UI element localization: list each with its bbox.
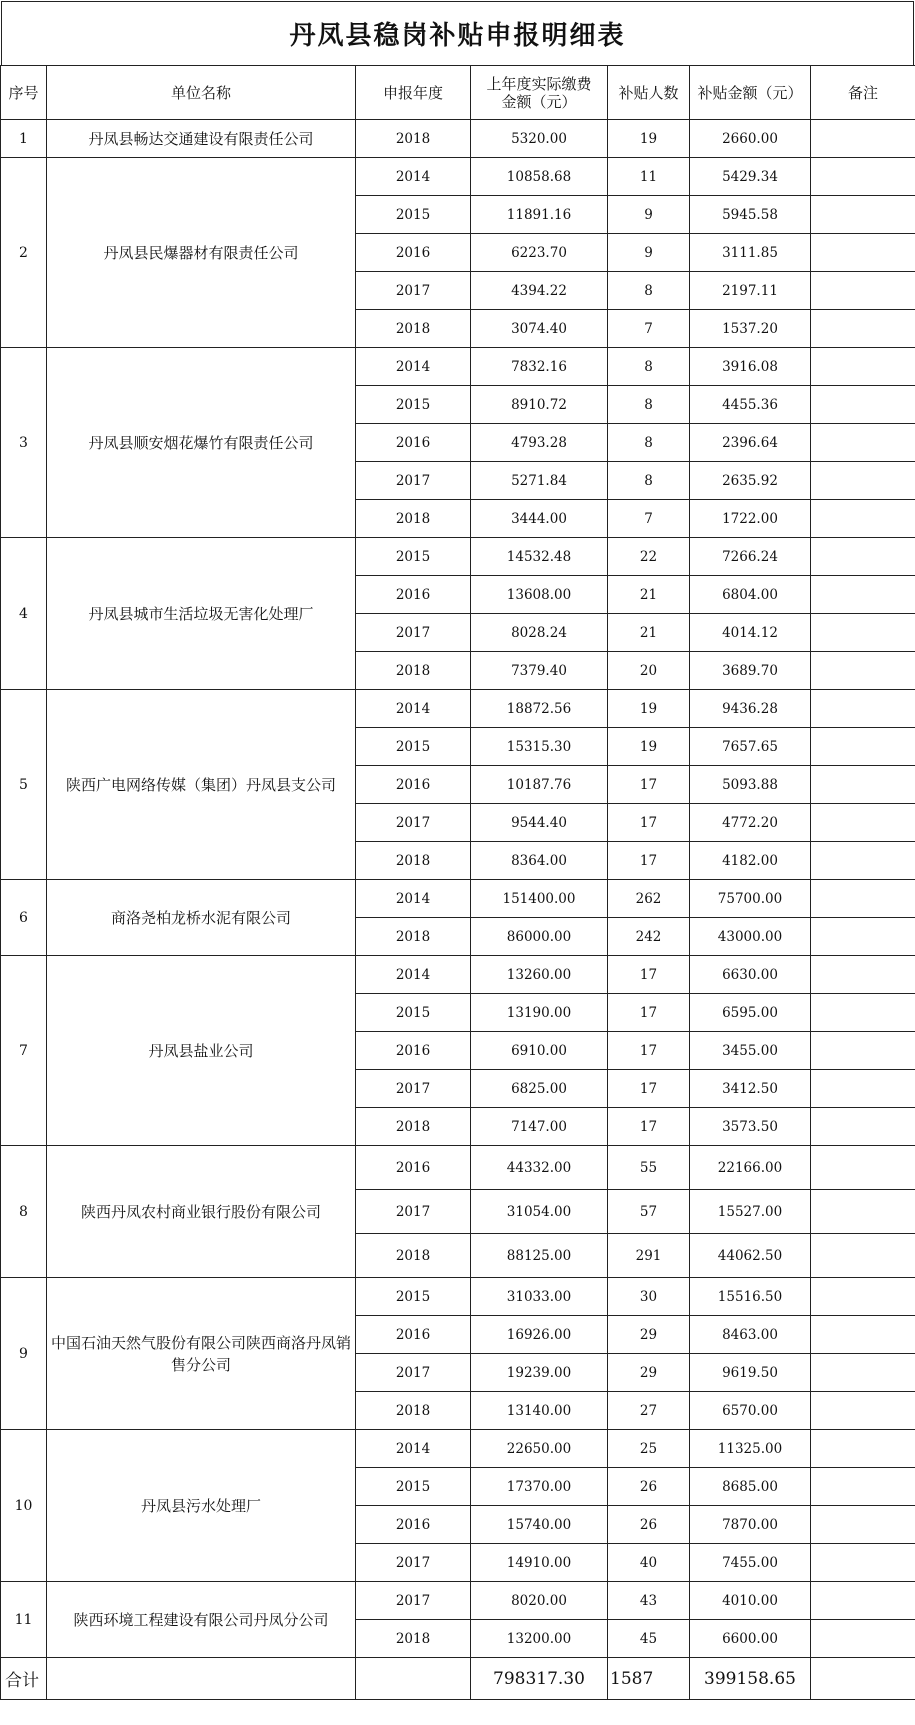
- row-unit-name: 丹凤县民爆器材有限责任公司: [47, 158, 356, 348]
- row-paid: 3074.40: [471, 310, 608, 348]
- row-remark: [811, 576, 915, 614]
- row-amount: 2396.64: [690, 424, 811, 462]
- row-unit-name: 丹凤县畅达交通建设有限责任公司: [47, 120, 356, 158]
- row-amount: 2197.11: [690, 272, 811, 310]
- row-people: 8: [608, 462, 690, 500]
- row-paid: 13140.00: [471, 1392, 608, 1430]
- row-people: 17: [608, 956, 690, 994]
- row-remark: [811, 1544, 915, 1582]
- header-paid-line2: 金额（元）: [501, 92, 577, 111]
- row-amount: 4772.20: [690, 804, 811, 842]
- row-paid: 8028.24: [471, 614, 608, 652]
- row-paid: 8364.00: [471, 842, 608, 880]
- row-year: 2016: [356, 234, 471, 272]
- row-people: 17: [608, 1070, 690, 1108]
- row-people: 55: [608, 1146, 690, 1190]
- row-year: 2016: [356, 1316, 471, 1354]
- row-amount: 1722.00: [690, 500, 811, 538]
- row-amount: 7657.65: [690, 728, 811, 766]
- row-paid: 11891.16: [471, 196, 608, 234]
- header-paid-line1: 上年度实际缴费: [486, 74, 592, 93]
- row-paid: 18872.56: [471, 690, 608, 728]
- row-remark: [811, 614, 915, 652]
- row-year: 2017: [356, 804, 471, 842]
- row-people: 19: [608, 690, 690, 728]
- row-year: 2017: [356, 1544, 471, 1582]
- row-amount: 44062.50: [690, 1234, 811, 1278]
- table-row: [1, 120, 915, 158]
- row-people: 19: [608, 728, 690, 766]
- table-body: [1, 120, 915, 1658]
- row-amount: 6600.00: [690, 1620, 811, 1658]
- row-amount: 43000.00: [690, 918, 811, 956]
- row-paid: 151400.00: [471, 880, 608, 918]
- row-paid: 13190.00: [471, 994, 608, 1032]
- row-unit-name: 中国石油天然气股份有限公司陕西商洛丹凤销售分公司: [47, 1278, 356, 1430]
- row-people: 21: [608, 576, 690, 614]
- row-remark: [811, 234, 915, 272]
- row-amount: 9436.28: [690, 690, 811, 728]
- row-year: 2016: [356, 1032, 471, 1070]
- row-people: 8: [608, 386, 690, 424]
- row-remark: [811, 1354, 915, 1392]
- row-seq: 9: [1, 1278, 47, 1430]
- row-amount: 3573.50: [690, 1108, 811, 1146]
- row-amount: 1537.20: [690, 310, 811, 348]
- row-people: 17: [608, 804, 690, 842]
- row-amount: 4182.00: [690, 842, 811, 880]
- row-remark: [811, 728, 915, 766]
- row-year: 2016: [356, 1506, 471, 1544]
- row-amount: 7870.00: [690, 1506, 811, 1544]
- row-seq: 7: [1, 956, 47, 1146]
- row-year: 2015: [356, 196, 471, 234]
- table-row: [1, 956, 915, 994]
- header-amount: 补贴金额（元）: [690, 66, 811, 120]
- row-seq: 5: [1, 690, 47, 880]
- row-seq: 8: [1, 1146, 47, 1278]
- row-people: 242: [608, 918, 690, 956]
- row-year: 2018: [356, 310, 471, 348]
- row-amount: 5093.88: [690, 766, 811, 804]
- row-unit-name: 丹凤县顺安烟花爆竹有限责任公司: [47, 348, 356, 538]
- row-amount: 3689.70: [690, 652, 811, 690]
- row-amount: 9619.50: [690, 1354, 811, 1392]
- row-remark: [811, 1468, 915, 1506]
- row-people: 17: [608, 1108, 690, 1146]
- row-people: 9: [608, 234, 690, 272]
- table-row: [1, 538, 915, 576]
- row-remark: [811, 1506, 915, 1544]
- row-amount: 15516.50: [690, 1278, 811, 1316]
- row-paid: 3444.00: [471, 500, 608, 538]
- row-remark: [811, 1620, 915, 1658]
- row-people: 21: [608, 614, 690, 652]
- row-year: 2016: [356, 576, 471, 614]
- row-people: 7: [608, 500, 690, 538]
- row-amount: 5429.34: [690, 158, 811, 196]
- row-unit-name: 陕西环境工程建设有限公司丹凤分公司: [47, 1582, 356, 1658]
- row-year: 2016: [356, 424, 471, 462]
- row-seq: 4: [1, 538, 47, 690]
- row-year: 2017: [356, 1190, 471, 1234]
- row-remark: [811, 348, 915, 386]
- row-amount: 8685.00: [690, 1468, 811, 1506]
- row-remark: [811, 1316, 915, 1354]
- row-people: 17: [608, 842, 690, 880]
- row-amount: 3916.08: [690, 348, 811, 386]
- table-title: 丹凤县稳岗补贴申报明细表: [1, 1, 914, 65]
- row-remark: [811, 804, 915, 842]
- row-paid: 5271.84: [471, 462, 608, 500]
- row-seq: 11: [1, 1582, 47, 1658]
- row-paid: 8910.72: [471, 386, 608, 424]
- row-year: 2018: [356, 652, 471, 690]
- row-year: 2014: [356, 956, 471, 994]
- row-year: 2017: [356, 614, 471, 652]
- row-year: 2018: [356, 1620, 471, 1658]
- total-remark-cell: [811, 1658, 915, 1700]
- row-year: 2015: [356, 728, 471, 766]
- row-year: 2014: [356, 348, 471, 386]
- row-amount: 5945.58: [690, 196, 811, 234]
- table-row: [1, 1146, 915, 1190]
- row-amount: 22166.00: [690, 1146, 811, 1190]
- row-paid: 15740.00: [471, 1506, 608, 1544]
- row-remark: [811, 956, 915, 994]
- row-remark: [811, 120, 915, 158]
- row-people: 17: [608, 1032, 690, 1070]
- row-amount: 2660.00: [690, 120, 811, 158]
- row-paid: 17370.00: [471, 1468, 608, 1506]
- header-seq: 序号: [1, 66, 47, 120]
- row-people: 7: [608, 310, 690, 348]
- row-people: 19: [608, 120, 690, 158]
- row-year: 2017: [356, 1070, 471, 1108]
- row-paid: 8020.00: [471, 1582, 608, 1620]
- table-row: [1, 1430, 915, 1468]
- row-remark: [811, 1278, 915, 1316]
- header-row: [1, 66, 915, 120]
- row-amount: 3455.00: [690, 1032, 811, 1070]
- row-paid: 13608.00: [471, 576, 608, 614]
- row-people: 262: [608, 880, 690, 918]
- row-remark: [811, 690, 915, 728]
- row-unit-name: 商洛尧柏龙桥水泥有限公司: [47, 880, 356, 956]
- row-people: 22: [608, 538, 690, 576]
- row-amount: 3412.50: [690, 1070, 811, 1108]
- row-seq: 10: [1, 1430, 47, 1582]
- total-amount: 399158.65: [690, 1658, 811, 1700]
- table-row: [1, 1582, 915, 1620]
- row-paid: 13200.00: [471, 1620, 608, 1658]
- row-year: 2016: [356, 1146, 471, 1190]
- row-year: 2018: [356, 918, 471, 956]
- header-paid: [471, 66, 608, 120]
- row-people: 11: [608, 158, 690, 196]
- row-amount: 3111.85: [690, 234, 811, 272]
- row-unit-name: 陕西丹凤农村商业银行股份有限公司: [47, 1146, 356, 1278]
- row-paid: 19239.00: [471, 1354, 608, 1392]
- header-remark: 备注: [811, 66, 915, 120]
- row-remark: [811, 158, 915, 196]
- row-paid: 44332.00: [471, 1146, 608, 1190]
- row-paid: 4793.28: [471, 424, 608, 462]
- row-people: 9: [608, 196, 690, 234]
- table-row: [1, 348, 915, 386]
- row-seq: 1: [1, 120, 47, 158]
- row-unit-name: 陕西广电网络传媒（集团）丹凤县支公司: [47, 690, 356, 880]
- row-people: 17: [608, 994, 690, 1032]
- row-remark: [811, 1234, 915, 1278]
- row-remark: [811, 500, 915, 538]
- total-year-cell: [356, 1658, 471, 1700]
- row-amount: 8463.00: [690, 1316, 811, 1354]
- row-remark: [811, 272, 915, 310]
- row-year: 2017: [356, 272, 471, 310]
- row-year: 2014: [356, 158, 471, 196]
- row-people: 8: [608, 348, 690, 386]
- row-paid: 4394.22: [471, 272, 608, 310]
- table-row: [1, 880, 915, 918]
- row-paid: 13260.00: [471, 956, 608, 994]
- row-remark: [811, 310, 915, 348]
- row-year: 2018: [356, 842, 471, 880]
- row-people: 26: [608, 1506, 690, 1544]
- total-unit-cell: [47, 1658, 356, 1700]
- row-people: 17: [608, 766, 690, 804]
- row-year: 2018: [356, 1392, 471, 1430]
- row-people: 30: [608, 1278, 690, 1316]
- row-people: 43: [608, 1582, 690, 1620]
- row-year: 2017: [356, 1354, 471, 1392]
- row-paid: 7379.40: [471, 652, 608, 690]
- row-remark: [811, 1108, 915, 1146]
- row-seq: 2: [1, 158, 47, 348]
- row-seq: 6: [1, 880, 47, 956]
- row-people: 291: [608, 1234, 690, 1278]
- row-paid: 9544.40: [471, 804, 608, 842]
- row-remark: [811, 842, 915, 880]
- row-people: 8: [608, 272, 690, 310]
- row-year: 2016: [356, 766, 471, 804]
- row-remark: [811, 462, 915, 500]
- row-people: 27: [608, 1392, 690, 1430]
- total-people: 1587: [608, 1658, 690, 1700]
- row-remark: [811, 1392, 915, 1430]
- row-remark: [811, 994, 915, 1032]
- header-people: 补贴人数: [608, 66, 690, 120]
- row-paid: 16926.00: [471, 1316, 608, 1354]
- row-year: 2018: [356, 120, 471, 158]
- table-row: [1, 1278, 915, 1316]
- row-paid: 31033.00: [471, 1278, 608, 1316]
- row-amount: 6630.00: [690, 956, 811, 994]
- row-amount: 15527.00: [690, 1190, 811, 1234]
- row-paid: 5320.00: [471, 120, 608, 158]
- row-amount: 75700.00: [690, 880, 811, 918]
- row-paid: 15315.30: [471, 728, 608, 766]
- row-year: 2018: [356, 1234, 471, 1278]
- row-remark: [811, 880, 915, 918]
- row-amount: 6804.00: [690, 576, 811, 614]
- row-year: 2014: [356, 690, 471, 728]
- row-paid: 10858.68: [471, 158, 608, 196]
- row-amount: 4010.00: [690, 1582, 811, 1620]
- row-year: 2017: [356, 462, 471, 500]
- row-paid: 22650.00: [471, 1430, 608, 1468]
- row-remark: [811, 386, 915, 424]
- row-paid: 31054.00: [471, 1190, 608, 1234]
- row-remark: [811, 1070, 915, 1108]
- row-remark: [811, 1582, 915, 1620]
- row-year: 2015: [356, 994, 471, 1032]
- row-year: 2017: [356, 1582, 471, 1620]
- row-amount: 6570.00: [690, 1392, 811, 1430]
- row-people: 45: [608, 1620, 690, 1658]
- row-remark: [811, 1430, 915, 1468]
- row-remark: [811, 424, 915, 462]
- row-paid: 6825.00: [471, 1070, 608, 1108]
- total-row: [1, 1658, 915, 1700]
- row-amount: 7455.00: [690, 1544, 811, 1582]
- header-unit: 单位名称: [47, 66, 356, 120]
- row-year: 2015: [356, 1278, 471, 1316]
- row-remark: [811, 918, 915, 956]
- row-year: 2015: [356, 1468, 471, 1506]
- row-paid: 6910.00: [471, 1032, 608, 1070]
- row-remark: [811, 652, 915, 690]
- row-people: 20: [608, 652, 690, 690]
- row-people: 29: [608, 1354, 690, 1392]
- row-year: 2014: [356, 880, 471, 918]
- table-row: [1, 690, 915, 728]
- table-row: [1, 158, 915, 196]
- row-paid: 6223.70: [471, 234, 608, 272]
- row-remark: [811, 1190, 915, 1234]
- row-remark: [811, 538, 915, 576]
- row-amount: 6595.00: [690, 994, 811, 1032]
- row-paid: 14532.48: [471, 538, 608, 576]
- row-paid: 86000.00: [471, 918, 608, 956]
- row-people: 40: [608, 1544, 690, 1582]
- subsidy-table: [0, 65, 915, 1700]
- row-seq: 3: [1, 348, 47, 538]
- row-remark: [811, 1032, 915, 1070]
- row-people: 8: [608, 424, 690, 462]
- row-unit-name: 丹凤县盐业公司: [47, 956, 356, 1146]
- row-paid: 14910.00: [471, 1544, 608, 1582]
- row-amount: 11325.00: [690, 1430, 811, 1468]
- row-remark: [811, 766, 915, 804]
- total-paid: 798317.30: [471, 1658, 608, 1700]
- row-amount: 2635.92: [690, 462, 811, 500]
- row-amount: 4014.12: [690, 614, 811, 652]
- row-year: 2018: [356, 500, 471, 538]
- row-people: 25: [608, 1430, 690, 1468]
- row-people: 29: [608, 1316, 690, 1354]
- row-year: 2018: [356, 1108, 471, 1146]
- row-year: 2014: [356, 1430, 471, 1468]
- row-unit-name: 丹凤县城市生活垃圾无害化处理厂: [47, 538, 356, 690]
- row-people: 26: [608, 1468, 690, 1506]
- row-paid: 10187.76: [471, 766, 608, 804]
- row-paid: 7832.16: [471, 348, 608, 386]
- row-amount: 4455.36: [690, 386, 811, 424]
- row-year: 2015: [356, 386, 471, 424]
- row-year: 2015: [356, 538, 471, 576]
- row-paid: 7147.00: [471, 1108, 608, 1146]
- row-paid: 88125.00: [471, 1234, 608, 1278]
- header-year: 申报年度: [356, 66, 471, 120]
- row-unit-name: 丹凤县污水处理厂: [47, 1430, 356, 1582]
- row-people: 57: [608, 1190, 690, 1234]
- row-amount: 7266.24: [690, 538, 811, 576]
- row-remark: [811, 1146, 915, 1190]
- total-label: 合计: [1, 1658, 47, 1700]
- row-remark: [811, 196, 915, 234]
